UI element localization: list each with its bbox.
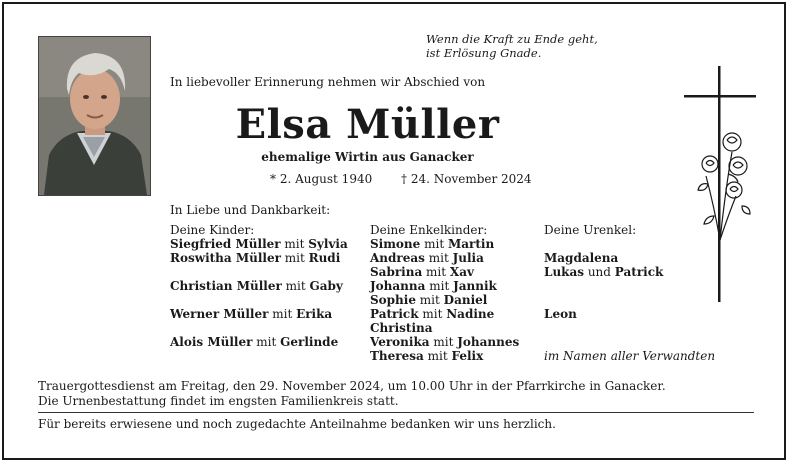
list-item bbox=[170, 349, 348, 363]
list-item: Veronika mit Johannes bbox=[370, 335, 520, 349]
list-item: Werner Müller mit Erika bbox=[170, 307, 333, 321]
list-item: Lukas und Patrick bbox=[544, 265, 664, 279]
intro-text: In liebevoller Erinnerung nehmen wir Abschied von bbox=[170, 75, 486, 89]
list-item: Simone mit Martin bbox=[370, 237, 495, 251]
divider bbox=[38, 412, 754, 413]
list-item bbox=[170, 265, 348, 279]
children-column bbox=[170, 223, 348, 363]
deceased-title: ehemalige Wirtin aus Ganacker bbox=[261, 150, 474, 164]
grandchildren-column bbox=[370, 223, 519, 363]
quote-line-2: ist Erlösung Gnade. bbox=[426, 46, 542, 60]
list-item: Siegfried Müller mit Sylvia bbox=[170, 237, 348, 251]
service-line-1: Trauergottesdienst am Freitag, den 29. November 2024, um 10.00 Uhr in der Pfarrkirche in Ganacker. bbox=[38, 379, 666, 393]
closing-signature: im Namen aller Verwandten bbox=[544, 349, 716, 363]
quote bbox=[426, 32, 598, 60]
service-info bbox=[38, 379, 666, 409]
list-item bbox=[544, 335, 715, 349]
cross-with-roses-icon bbox=[684, 66, 756, 306]
list-item: Magdalena bbox=[544, 251, 619, 265]
list-item: Patrick mit Nadine bbox=[370, 307, 495, 321]
list-item: Christian Müller mit Gaby bbox=[170, 279, 343, 293]
list-item: Christina bbox=[370, 321, 433, 335]
death-date: † 24. November 2024 bbox=[401, 172, 532, 186]
children-header: Deine Kinder: bbox=[170, 223, 255, 237]
portrait-illustration bbox=[39, 37, 150, 195]
deceased-name: Elsa Müller bbox=[235, 101, 500, 148]
service-line-2: Die Urnenbestattung findet im engsten Familienkreis statt. bbox=[38, 394, 399, 408]
list-item: Theresa mit Felix bbox=[370, 349, 484, 363]
grandchildren-header: Deine Enkelkinder: bbox=[370, 223, 488, 237]
list-item: Sophie mit Daniel bbox=[370, 293, 488, 307]
list-item: Roswitha Müller mit Rudi bbox=[170, 251, 341, 265]
footer-thanks: Für bereits erwiesene und noch zugedachte Anteilnahme bedanken wir uns herzlich. bbox=[38, 417, 556, 431]
list-item bbox=[544, 321, 715, 335]
great-grandchildren-header: Deine Urenkel: bbox=[544, 223, 637, 237]
list-item: Sabrina mit Xav bbox=[370, 265, 474, 279]
list-item: Alois Müller mit Gerlinde bbox=[170, 335, 339, 349]
list-item bbox=[170, 293, 348, 307]
quote-line-1: Wenn die Kraft zu Ende geht, bbox=[426, 32, 598, 46]
list-item bbox=[170, 321, 348, 335]
list-item: Johanna mit Jannik bbox=[370, 279, 497, 293]
birth-date: * 2. August 1940 bbox=[270, 172, 373, 186]
portrait-photo bbox=[38, 36, 151, 196]
list-item: Leon bbox=[544, 307, 577, 321]
obituary-notice bbox=[2, 2, 786, 460]
list-item: Andreas mit Julia bbox=[370, 251, 484, 265]
thanks-heading: In Liebe und Dankbarkeit: bbox=[170, 203, 331, 217]
